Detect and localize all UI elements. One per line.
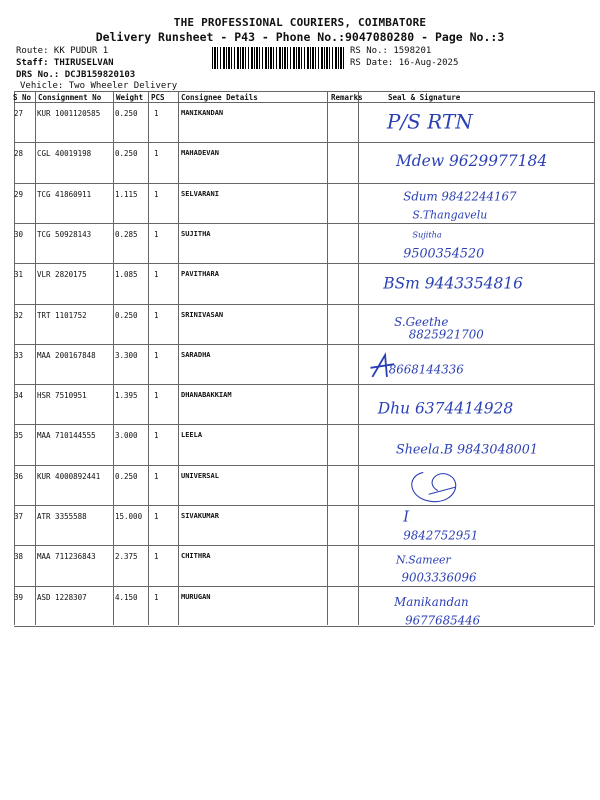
signature-cell bbox=[358, 104, 594, 144]
table-row bbox=[14, 344, 594, 385]
rs-date: RS Date: 16-Aug-2025 bbox=[350, 58, 459, 68]
cell-consignment: VLR 2820175 bbox=[37, 270, 87, 280]
table-top-rule bbox=[14, 91, 594, 92]
cell-consignee: MANIKANDAN bbox=[181, 109, 224, 117]
table-row bbox=[14, 142, 594, 183]
row-rule bbox=[14, 626, 594, 627]
cell-consignee: SARADHA bbox=[181, 350, 211, 359]
signature-text: Manikandan bbox=[394, 594, 469, 609]
cell-weight: 3.000 bbox=[115, 431, 138, 441]
cell-consignee: DHANABAKKIAM bbox=[181, 391, 232, 400]
signature-text: 9677685446 bbox=[405, 612, 481, 627]
cell-consignee: SRINIVASAN bbox=[181, 310, 224, 319]
cell-consignment: MAA 200167848 bbox=[37, 350, 96, 360]
cell-consignment: CGL 40019198 bbox=[37, 149, 92, 159]
header-consignment: Consignment No bbox=[38, 93, 102, 102]
signature-cell bbox=[358, 265, 594, 305]
signature-cell bbox=[358, 144, 594, 184]
handwritten-signature bbox=[358, 467, 594, 507]
cell-sno: 31 bbox=[14, 270, 24, 280]
drs-number: DRS No.: DCJB159820103 bbox=[16, 70, 136, 80]
handwritten-signature bbox=[358, 185, 594, 225]
table-row bbox=[14, 183, 594, 224]
table-row bbox=[14, 465, 594, 506]
staff-label: Staff: THIRUSELVAN bbox=[16, 58, 114, 68]
signature-cell bbox=[358, 386, 594, 426]
cell-consignee: PAVITHARA bbox=[181, 270, 219, 279]
table-row bbox=[14, 424, 594, 465]
route-label: Route: KK PUDUR 1 bbox=[16, 46, 109, 56]
cell-consignee: UNIVERSAL bbox=[181, 471, 219, 480]
cell-weight: 2.375 bbox=[115, 552, 138, 562]
cell-weight: 1.395 bbox=[115, 391, 138, 401]
signature-cell bbox=[358, 185, 594, 225]
signature-text: 9500354520 bbox=[403, 245, 485, 261]
cell-sno: 35 bbox=[14, 431, 24, 441]
cell-consignee: MAHADEVAN bbox=[181, 149, 219, 158]
signature-cell bbox=[358, 588, 594, 628]
rs-number: RS No.: 1598201 bbox=[350, 46, 432, 56]
cell-consignee: MURUGAN bbox=[181, 592, 211, 601]
cell-consignee: LEELA bbox=[181, 431, 203, 440]
handwritten-signature bbox=[358, 306, 594, 346]
header-remarks: Remarks bbox=[331, 93, 363, 102]
signature-text: Sdum 9842244167 bbox=[403, 189, 517, 204]
cell-pcs: 1 bbox=[154, 310, 159, 320]
cell-pcs: 1 bbox=[154, 431, 159, 441]
signature-cell bbox=[358, 225, 594, 265]
cell-weight: 1.085 bbox=[115, 270, 138, 280]
handwritten-signature bbox=[358, 588, 594, 628]
cell-weight: 0.250 bbox=[115, 149, 138, 159]
handwritten-signature bbox=[358, 225, 594, 265]
signature-cell bbox=[358, 346, 594, 386]
header-sno: S No bbox=[13, 93, 32, 102]
cell-sno: 34 bbox=[14, 391, 24, 401]
handwritten-signature bbox=[358, 346, 594, 386]
signature-text: I bbox=[403, 509, 410, 526]
cell-consignment: MAA 711236843 bbox=[37, 552, 96, 562]
header-weight: Weight bbox=[116, 93, 144, 102]
signature-cell bbox=[358, 467, 594, 507]
signature-cell bbox=[358, 426, 594, 466]
barcode-image bbox=[212, 47, 344, 69]
cell-sno: 29 bbox=[14, 189, 24, 199]
cell-pcs: 1 bbox=[154, 229, 159, 239]
cell-consignee: CHITHRA bbox=[181, 552, 211, 561]
handwritten-signature bbox=[358, 265, 594, 305]
cell-weight: 0.250 bbox=[115, 109, 138, 118]
cell-pcs: 1 bbox=[154, 391, 159, 401]
cell-sno: 30 bbox=[14, 229, 24, 239]
cell-consignee: SELVARANI bbox=[181, 189, 219, 198]
vehicle-label: Vehicle: Two Wheeler Delivery bbox=[20, 81, 178, 91]
runsheet-subtitle: Delivery Runsheet - P43 - Phone No.:9047080280 - Page No.:3 bbox=[95, 30, 505, 44]
cell-sno: 36 bbox=[14, 471, 24, 481]
signature-cell bbox=[358, 306, 594, 346]
cell-pcs: 1 bbox=[154, 552, 159, 562]
cell-weight: 0.250 bbox=[115, 471, 138, 481]
cell-consignment: TCG 41860911 bbox=[37, 189, 92, 199]
cell-weight: 3.300 bbox=[115, 350, 138, 360]
header-consignee: Consignee Details bbox=[181, 93, 258, 102]
handwritten-signature bbox=[358, 386, 594, 426]
cell-pcs: 1 bbox=[154, 149, 159, 159]
cell-weight: 0.250 bbox=[115, 310, 138, 320]
cell-consignment: HSR 7510951 bbox=[37, 391, 87, 401]
signature-text: 9003336096 bbox=[401, 570, 477, 585]
table-row bbox=[14, 102, 594, 143]
table-row bbox=[14, 223, 594, 264]
handwritten-signature bbox=[358, 104, 594, 144]
cell-consignment: TCG 50928143 bbox=[37, 229, 92, 239]
signature-text: Dhu 6374414928 bbox=[377, 399, 514, 418]
cell-consignment: TRT 1101752 bbox=[37, 310, 87, 320]
signature-cell bbox=[358, 507, 594, 547]
cell-pcs: 1 bbox=[154, 270, 159, 280]
col-rule bbox=[594, 91, 595, 625]
company-title: THE PROFESSIONAL COURIERS, COIMBATORE bbox=[173, 16, 427, 29]
signature-text: Sheela.B 9843048001 bbox=[396, 441, 538, 457]
cell-sno: 28 bbox=[14, 149, 24, 159]
cell-weight: 15.000 bbox=[115, 512, 143, 521]
cell-pcs: 1 bbox=[154, 471, 159, 481]
table-row bbox=[14, 384, 594, 425]
cell-pcs: 1 bbox=[154, 189, 159, 199]
header-signature: Seal & Signature bbox=[388, 93, 461, 102]
table-row bbox=[14, 545, 594, 586]
cell-pcs: 1 bbox=[154, 592, 159, 602]
table-row bbox=[14, 304, 594, 345]
cell-sno: 32 bbox=[14, 310, 24, 320]
cell-consignee: SUJITHA bbox=[181, 229, 211, 238]
cell-sno: 38 bbox=[14, 552, 24, 562]
handwritten-signature bbox=[358, 507, 594, 547]
cell-consignee: SIVAKUMAR bbox=[181, 512, 219, 520]
signature-cell bbox=[358, 547, 594, 587]
cell-consignment: ATR 3355588 bbox=[37, 512, 87, 521]
cell-consignment: ASD 1228307 bbox=[37, 592, 87, 602]
cell-sno: 33 bbox=[14, 350, 24, 360]
signature-text: 9842752951 bbox=[403, 528, 479, 543]
signature-text: Sujitha bbox=[412, 229, 442, 240]
cell-sno: 27 bbox=[14, 109, 24, 118]
cell-consignment: KUR 1001120585 bbox=[37, 109, 101, 118]
signature-text: 8668144336 bbox=[388, 362, 464, 377]
handwritten-signature bbox=[358, 547, 594, 587]
cell-pcs: 1 bbox=[154, 109, 159, 118]
signature-text: S.Geethe bbox=[394, 314, 449, 329]
cell-consignment: KUR 4000892441 bbox=[37, 471, 101, 481]
cell-sno: 37 bbox=[14, 512, 24, 521]
table-row bbox=[14, 586, 594, 627]
cell-pcs: 1 bbox=[154, 350, 159, 360]
table-row bbox=[14, 505, 594, 546]
table-row bbox=[14, 263, 594, 304]
cell-consignment: MAA 710144555 bbox=[37, 431, 96, 441]
cell-weight: 0.285 bbox=[115, 229, 138, 239]
cell-weight: 1.115 bbox=[115, 189, 138, 199]
handwritten-signature bbox=[358, 426, 594, 466]
signature-text: BSm 9443354816 bbox=[383, 274, 523, 293]
header-pcs: PCS bbox=[151, 93, 165, 102]
cell-weight: 4.150 bbox=[115, 592, 138, 602]
stamp-scribble bbox=[412, 472, 456, 501]
signature-text: N.Sameer bbox=[396, 553, 451, 567]
signature-text: P/S RTN bbox=[386, 109, 473, 134]
signature-text: S.Thangavelu bbox=[412, 208, 488, 222]
signature-text: 8825921700 bbox=[408, 327, 484, 342]
cell-pcs: 1 bbox=[154, 512, 159, 521]
cell-sno: 39 bbox=[14, 592, 24, 602]
handwritten-signature bbox=[358, 144, 594, 184]
signature-text: Mdew 9629977184 bbox=[396, 152, 548, 171]
